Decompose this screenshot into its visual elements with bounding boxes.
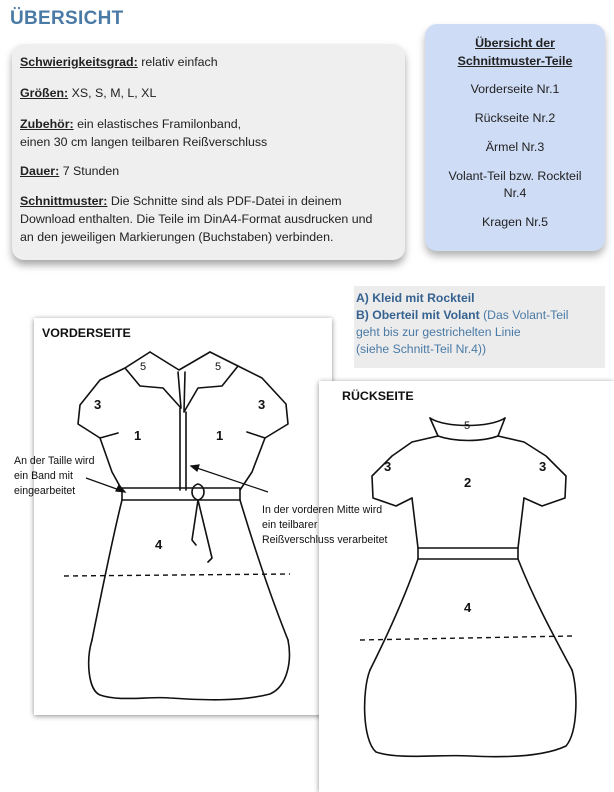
accessories-label: Zubehör:	[20, 117, 74, 131]
front-sleeve-number: 3	[94, 397, 102, 412]
variant-b-rest: (Das Volant-Teil	[479, 308, 569, 322]
parts-item: Vorderseite Nr.1	[470, 82, 560, 96]
difficulty-value: relativ einfach	[137, 55, 218, 69]
back-bodice-number: 2	[464, 475, 472, 490]
duration-value: 7 Stunden	[59, 164, 120, 178]
parts-item: Ärmel Nr.3	[485, 140, 545, 154]
variant-b-line3: (siehe Schnitt-Teil Nr.4))	[356, 342, 487, 356]
back-sleeve-number: 3	[384, 459, 392, 474]
pattern-line3: an den jeweiligen Markierungen (Buchstaben) verbinden.	[20, 230, 334, 244]
parts-item: Rückseite Nr.2	[474, 111, 556, 125]
difficulty-label: Schwierigkeitsgrad:	[20, 55, 138, 69]
front-sleeve-number: 3	[258, 397, 266, 412]
accessories-line2: einen 30 cm langen teilbaren Reißverschluss	[20, 135, 268, 149]
back-skirt-number: 4	[464, 600, 472, 615]
parts-item: Volant-Teil bzw. Rockteil	[448, 169, 582, 183]
pattern-label: Schnittmuster:	[20, 194, 108, 208]
front-bodice-number: 1	[134, 428, 142, 443]
duration-label: Dauer:	[20, 164, 60, 178]
front-bodice-number: 1	[216, 428, 224, 443]
pattern-line2: Download enthalten. Die Teile im DinA4-Format ausdrucken und	[20, 212, 373, 226]
front-skirt-number: 4	[155, 537, 163, 552]
back-collar-number: 5	[464, 420, 471, 432]
front-collar-number: 5	[140, 361, 147, 373]
zipper-annotation: In der vorderen Mitte wird ein teilbarer Reißverschluss verarbeitet	[262, 504, 388, 546]
pattern-value: Die Schnitte sind als PDF-Datei in deinem	[107, 194, 342, 208]
sizes-value: XS, S, M, L, XL	[68, 86, 157, 100]
parts-heading-line1: Übersicht der	[475, 36, 555, 50]
back-sleeve-number: 3	[539, 459, 547, 474]
parts-item: Nr.4	[503, 186, 527, 200]
variant-b-bold: B) Oberteil mit Volant	[356, 308, 480, 322]
front-volant-line	[64, 574, 290, 576]
front-label: VORDERSEITE	[42, 326, 131, 340]
accessories-value: ein elastisches Framilonband,	[73, 117, 242, 131]
page-title: ÜBERSICHT	[10, 8, 124, 29]
parts-item: Kragen Nr.5	[481, 215, 549, 229]
variant-a-text: A) Kleid mit Rockteil	[356, 291, 475, 305]
parts-heading-line2: Schnittmuster-Teile	[457, 54, 573, 68]
variant-b-line2: geht bis zur gestrichelten Linie	[356, 325, 521, 339]
back-volant-line	[360, 636, 572, 640]
sizes-label: Größen:	[20, 86, 69, 100]
front-collar-number: 5	[215, 361, 222, 373]
back-label: RÜCKSEITE	[342, 389, 414, 403]
waist-annotation: An der Taille wird ein Band mit eingearbeitet	[14, 455, 95, 497]
